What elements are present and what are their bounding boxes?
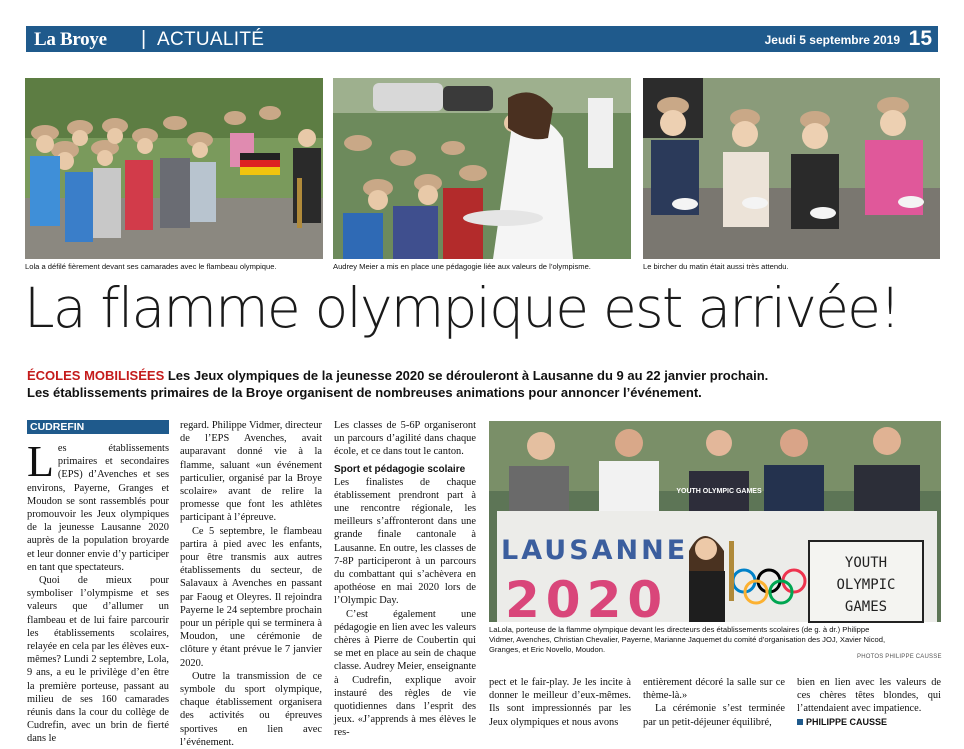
paragraph: pect et le fair-play. Je les incite à donner le meilleur d’eux-mêmes. Ils sont impressionnés par les Jeux olympiques et nous avons (489, 677, 631, 728)
paragraph: C’est également une pédagogie en lien avec les valeurs chères à Pierre de Coubertin qui se met en place au sein de chaque classe. Audrey Meier, enseignante à Cudrefin, explique avoir instauré des règles de vie quotidiennes dans l’esprit des jeux. «J’apprends à mes élèves le res- (334, 608, 476, 739)
big-photo-caption-2: Vidmer, Avenches, Christian Chevalier, Payerne, Marianne Jaquemet du comité d’organisation des JOJ, Xavier Nicod, (489, 635, 886, 644)
paragraph: Quoi de mieux pour symboliser l’olympisme et ses valeurs que d’allumer un flambeau et de lui faire parcourir les établissements scolaires, relayée en cela par les élèves eux-mêmes? Lundi 2 septembre, Lola, 9 ans, a eu le privilège d’en être la première porteuse, passant au milieu de ses 160 camarades réunis dans la cour du collège de Cudrefin, avec un brin de fierté dans le (27, 575, 169, 745)
paragraph: entièrement décoré la salle sur ce thème-là.» (643, 677, 785, 702)
banner-yog-3: GAMES (844, 599, 888, 615)
issue-date: Jeudi 5 septembre 2019 (764, 33, 900, 47)
article-column-2 (180, 419, 322, 749)
author-name: PHILIPPE CAUSSE (806, 716, 888, 727)
article-column-5 (643, 676, 785, 729)
author-signature (797, 716, 941, 729)
paragraph-text: es établissements primaires et secondaires (EPS) d’Avenches et ses environs, Payerne, Granges et Moudon se sont rassemblés pour promouvoir les Jeux olympiques de la jeunesse Lausanne 2020 auprès de la population broyarde et leur donner envie d’y participer en tant que spectateurs. (27, 443, 169, 573)
shirt-text: YOUTH OLYMPIC GAMES (676, 488, 762, 495)
page-header (26, 26, 938, 52)
banner-lausanne: LAUSANNE (501, 535, 689, 566)
article-column-3 (334, 419, 476, 740)
banner-year: 2020 (505, 571, 669, 629)
subheading: Sport et pédagogie scolaire (334, 463, 466, 475)
photo-lola-torch (25, 78, 323, 259)
publication-name: La Broye (34, 29, 107, 50)
paragraph: Les finalistes de chaque établissement prendront part à une rencontre régionale, les meilleurs s’affronteront dans une grande finale cantonale à Lausanne. En outre, les classes de 7-8P participeront à un parcours du combattant qui s’achèvera en apothéose en mai 2020 lors de l’Olympic Day. (334, 476, 476, 607)
place-label: CUDREFIN (27, 420, 169, 434)
page-number: 15 (908, 27, 932, 50)
paragraph: La cérémonie s’est terminée par un petit-déjeuner équilibré, (643, 703, 785, 728)
big-photo-caption-1: LaLola, porteuse de la flamme olympique devant les directeurs des établissements scolaires (de g. à dr.) Philippe (489, 625, 870, 634)
photo-credit: PHOTOS PHILIPPE CAUSSE (857, 654, 942, 660)
paragraph: regard. Philippe Vidmer, directeur de l’EPS Avenches, avait auparavant donné vie à la flamme, saluant «un événement particulier, organisé par la Broye scolaire» avant de relire la promesse que font les athlètes participant à l’épreuve. (180, 420, 322, 524)
article-column-4 (489, 676, 631, 729)
paragraph: Outre la transmission de ce symbole du sport olympique, chaque établissement organisera des activités ou épreuves sportives en lien avec l’événement. (180, 670, 322, 748)
big-photo-caption-3: Granges, et Eric Novello, Moudon. (489, 645, 606, 654)
lead-line-1: Les Jeux olympiques de la jeunesse 2020 se dérouleront à Lausanne du 9 au 22 janvier prochain. (164, 368, 769, 383)
paragraph: Les classes de 5-6P organiseront un parcours d’agilité dans chaque école, et ce dans tout le canton. (334, 420, 476, 458)
photo-caption: Lola a défilé fièrement devant ses camarades avec le flambeau olympique. (25, 262, 277, 271)
header-separator: | (141, 28, 147, 50)
banner-yog-1: YOUTH (844, 555, 888, 571)
paragraph: Ce 5 septembre, le flambeau partira à pied avec les enfants, pour être transmis aux autres établissements du secteur, de Salavaux à Avenches en passant par Faoug et Oleyres. Il rejoindra Payerne le 24 septembre prochain pour un périple qui se terminera à Moudon, une cérémonie de clôture y étant prévue le 7 janvier 2020. (180, 525, 322, 669)
article-lead (27, 367, 947, 401)
paragraph (27, 437, 169, 574)
photo-bircher-breakfast (643, 78, 940, 259)
paragraph: bien en lien avec les valeurs de ces chères têtes blondes, qui l’attendaient avec impatience. (797, 677, 941, 715)
lead-kicker: ÉCOLES MOBILISÉES (27, 368, 165, 383)
photo-audrey-meier (333, 78, 631, 259)
article-headline: La flamme olympique est arrivée! (24, 276, 900, 340)
lead-line-2: Les établissements primaires de la Broye organisent de nombreuses animations pour annoncer l’événement. (27, 385, 702, 400)
signature-square-icon (797, 719, 803, 725)
section-title: ACTUALITÉ (157, 29, 265, 50)
article-column-6 (797, 676, 941, 729)
drop-cap: L (27, 437, 54, 486)
banner-yog-2: OLYMPIC (836, 577, 896, 593)
photo-caption: Audrey Meier a mis en place une pédagogie liée aux valeurs de l’olympisme. (333, 262, 591, 271)
article-column-1 (27, 420, 169, 746)
photo-caption: Le bircher du matin était aussi très attendu. (643, 262, 789, 271)
photo-directors-banner (489, 421, 941, 629)
